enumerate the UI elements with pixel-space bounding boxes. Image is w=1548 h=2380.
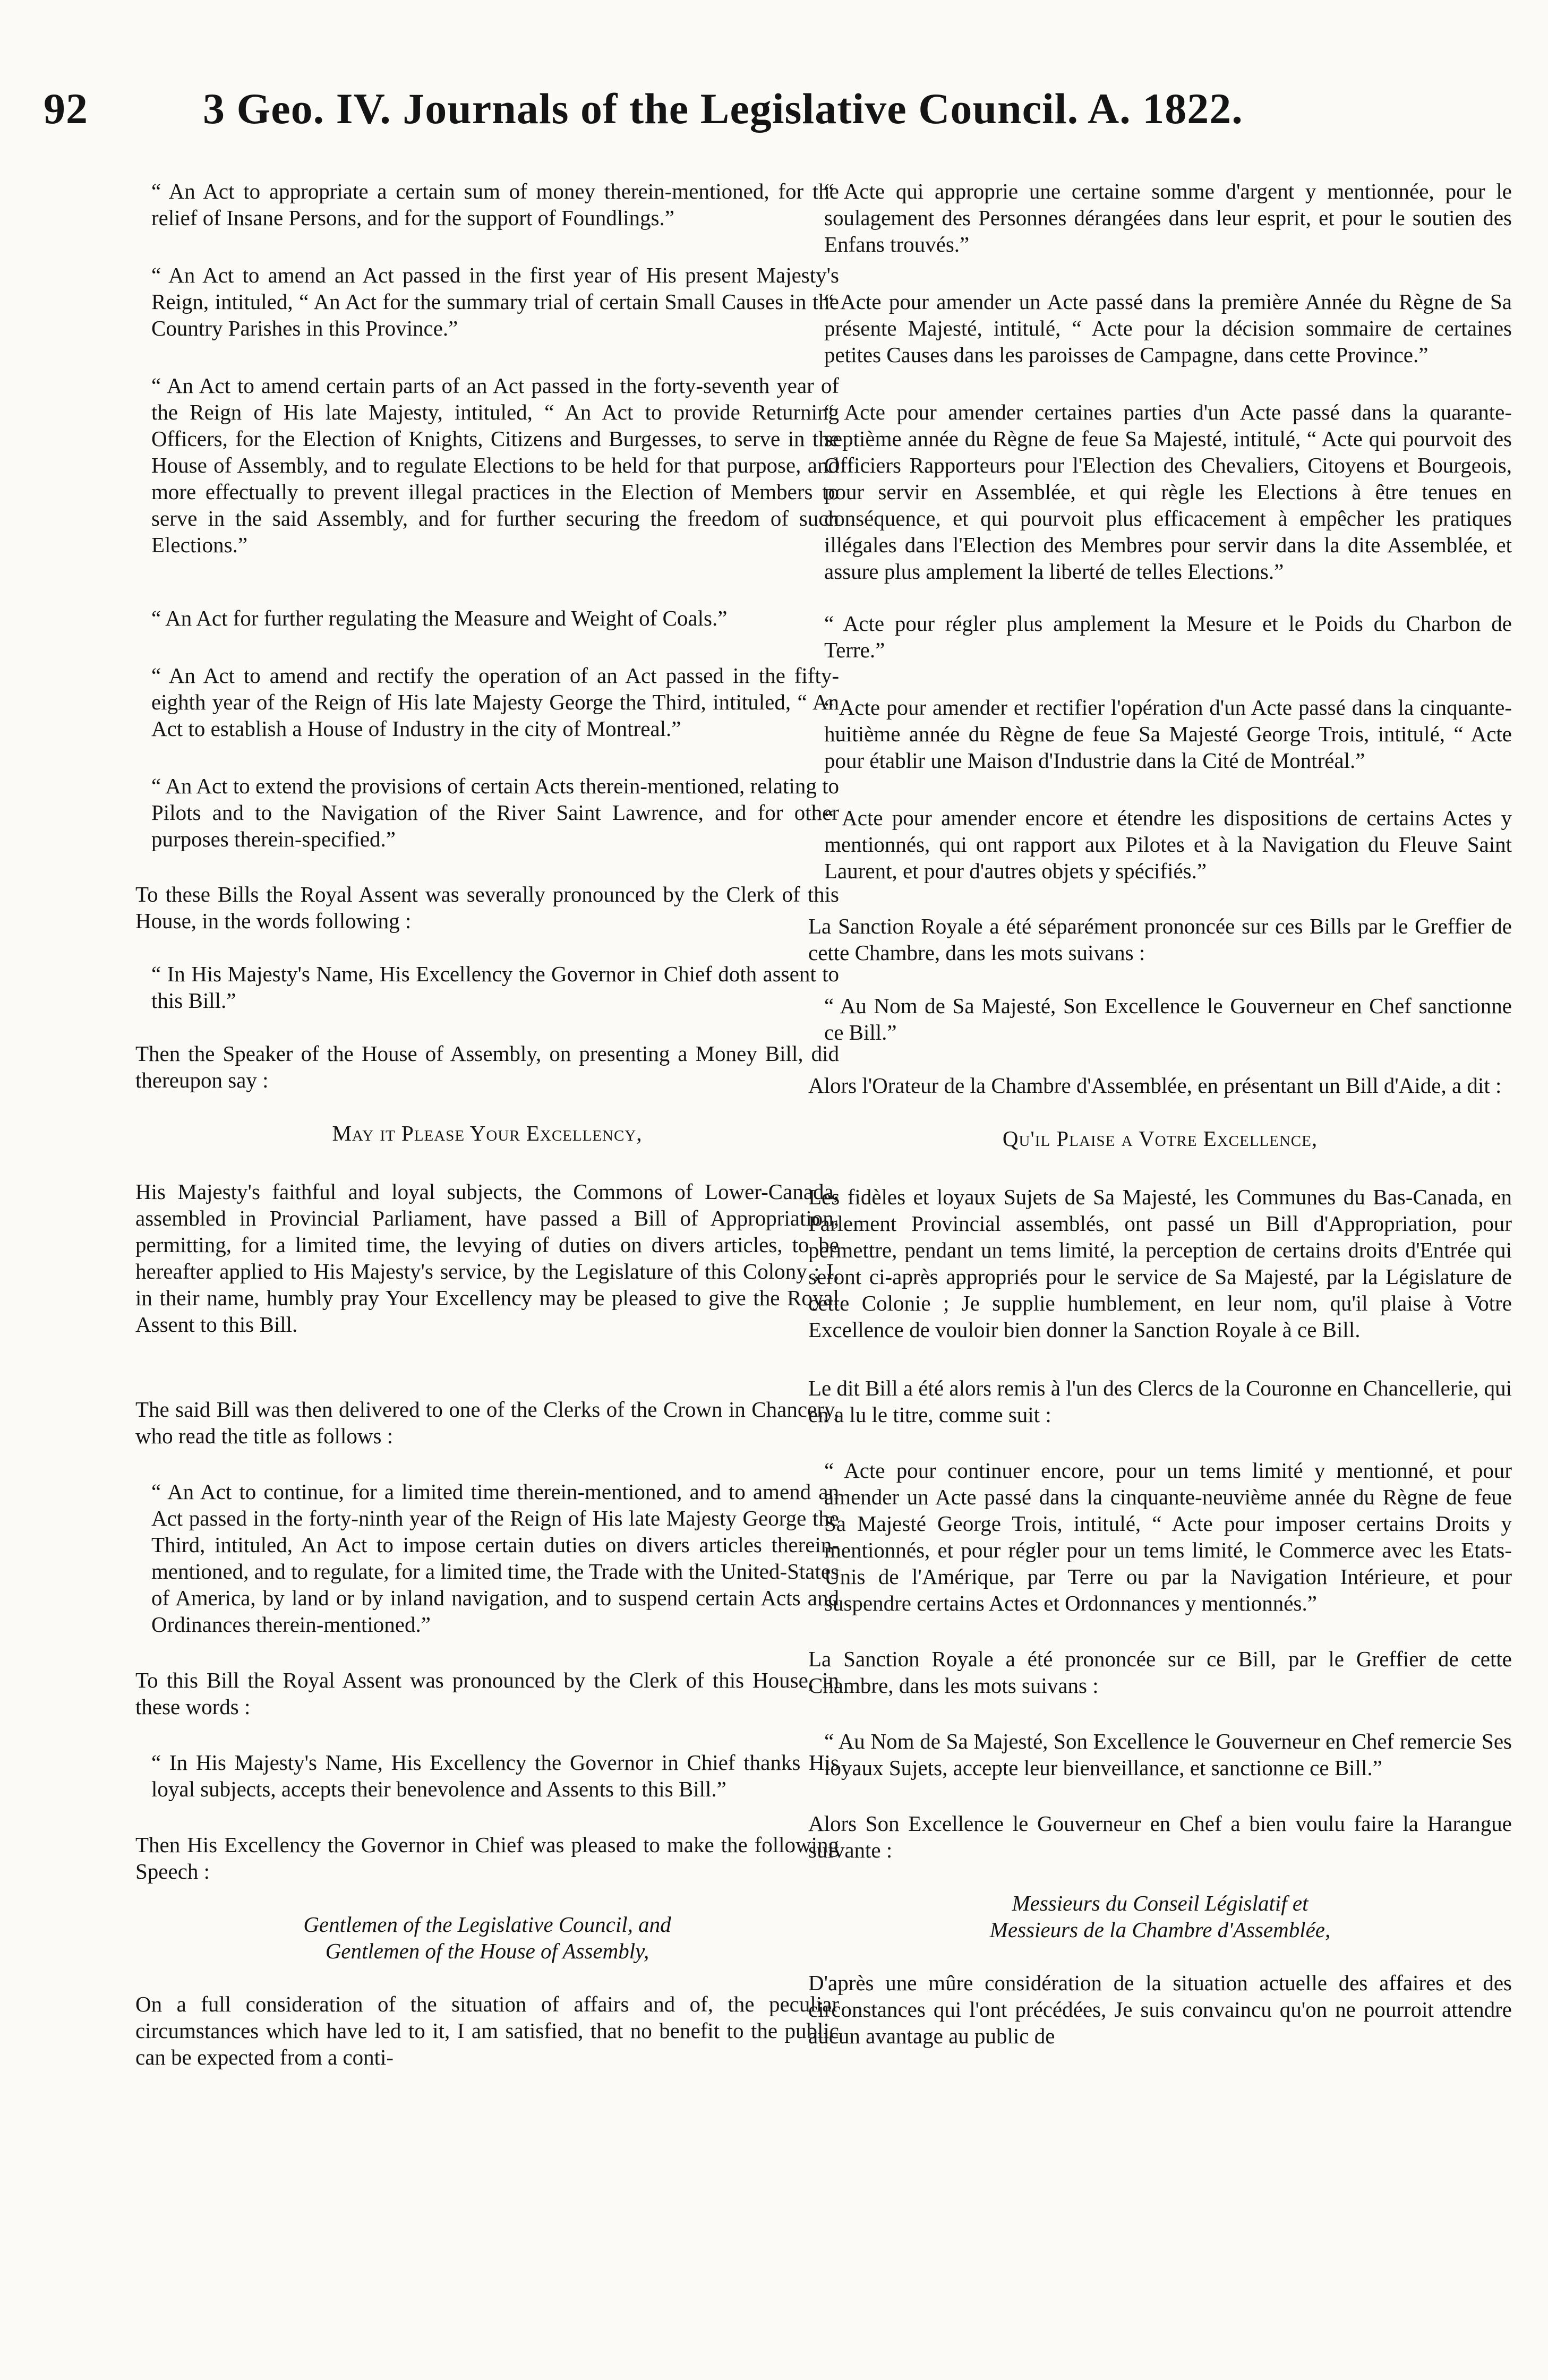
french-salutation-assembly: Messieurs de la Chambre d'Assemblée, <box>989 1917 1331 1942</box>
english-act-insane-persons: “ An Act to appropriate a certain sum of money therein-mentioned, for the relief of Insane Persons, and for the support of Foundlings.” <box>151 179 839 230</box>
english-assent-formula: “ In His Majesty's Name, His Excellency the Governor in Chief doth assent to this Bill.” <box>151 962 839 1013</box>
english-act-returning-officers: “ An Act to amend certain parts of an Act passed in the forty-seventh year of the Reign of His late Majesty, intituled, “ An Act to provide Returning Officers, for the Election of Knights, Citizens and Burgesses, to serve in the House of Assembly, and to regulate Elections to be held for that purpose, and more effectually to prevent illegal practices in the Election of Members to serve in the said Assembly, and for further securing the freedom of such Elections.” <box>151 373 839 557</box>
french-act-coals: “ Acte pour régler plus amplement la Mesure et le Poids du Charbon de Terre.” <box>824 611 1512 662</box>
english-act-trade-duties: “ An Act to continue, for a limited time therein-mentioned, and to amend an Act passed in the forty-ninth year of the Reign of His late Majesty George the Third, intituled, An Act to impose certain duties on divers articles therein-mentioned, and to regulate, for a limited time, the Trade with the United-States of America, by land or by inland navigation, and to suspend certain Acts and Ordinances therein-mentioned.” <box>151 1479 839 1637</box>
french-assent-formula: “ Au Nom de Sa Majesté, Son Excellence le Gouverneur en Chef sanctionne ce Bill.” <box>824 994 1512 1045</box>
french-column <box>808 178 1512 2049</box>
french-act-pilots: “ Acte pour amender encore et étendre les dispositions de certains Actes y mentionnés, qui ont rapport aux Pilotes et à la Navigation du Fleuve Saint Laurent, et pour d'autres objets y spécifiés.” <box>824 806 1512 883</box>
english-column <box>135 178 839 2070</box>
french-assent-formula-2: “ Au Nom de Sa Majesté, Son Excellence le Gouverneur en Chef remercie Ses loyaux Sujets, accepte leur bienveillance, et sanctionne ce Bill.” <box>824 1729 1512 1780</box>
english-assent-formula-2: “ In His Majesty's Name, His Excellency the Governor in Chief thanks His loyal subjects, accepts their benevolence and Assents to this Bill.” <box>151 1750 839 1801</box>
french-speaker-intro: Alors l'Orateur de la Chambre d'Assemblée, en présentant un Bill d'Aide, a dit : <box>808 1073 1502 1098</box>
english-money-bill-address: His Majesty's faithful and loyal subjects, the Commons of Lower-Canada, assembled in Provincial Parliament, have passed a Bill of Appropriation, permitting, for a limited time, the levying of duties on divers articles, to be hereafter applied to His Majesty's service, by the Legislature of this Colony ; I, in their name, humbly pray Your Excellency may be pleased to give the Royal Assent to this Bill. <box>135 1179 839 1337</box>
french-act-returning-officers: “ Acte pour amender certaines parties d'un Acte passé dans la quarante-septième année du Règne de feue Sa Majesté, intitulé, “ Acte qui pourvoit des Officiers Rapporteurs pour l'Election des Chevaliers, Citoyens et Bourgeois, pour servir en Assemblée, et qui règle les Elections à être tenues en conséquence, et qui pourvoit plus efficacement à empêcher les pratiques illégales dans l'Election des Membres pour servir dans la dite Assemblée, et assure plus amplement la liberté de telles Elections.” <box>824 400 1512 584</box>
english-act-house-of-industry: “ An Act to amend and rectify the operation of an Act passed in the fifty-eighth year of the Reign of His late Majesty George the Third, intituled, “ An Act to establish a House of Industry in the city of Montreal.” <box>151 663 839 741</box>
english-assent-intro: To these Bills the Royal Assent was severally pronounced by the Clerk of this House, in the words following : <box>135 882 839 933</box>
english-salutation-council: Gentlemen of the Legislative Council, and <box>303 1912 671 1937</box>
english-assent-intro-2: To this Bill the Royal Assent was pronounced by the Clerk of this House, in these words : <box>135 1668 839 1719</box>
french-assent-intro: La Sanction Royale a été séparément prononcée sur ces Bills par le Greffier de cette Chambre, dans les mots suivans : <box>808 914 1512 965</box>
english-speech-text: On a full consideration of the situation of affairs and of, the peculiar circumstances which have led to it, I am satisfied, that no benefit to the public can be expected from a conti- <box>135 1992 839 2069</box>
french-address-heading: Qu'il Plaise a Votre Excellence, <box>1002 1126 1318 1151</box>
french-salutation-council: Messieurs du Conseil Législatif et <box>1012 1891 1308 1915</box>
english-speaker-intro: Then the Speaker of the House of Assembly, on presenting a Money Bill, did thereupon say : <box>135 1041 839 1092</box>
running-title: 3 Geo. IV. Journals of the Legislative Council. A. 1822. <box>203 84 1243 133</box>
page-number: 92 <box>44 84 88 133</box>
french-act-small-causes: “ Acte pour amender un Acte passé dans la première Année du Règne de Sa présente Majesté, intitulé, “ Acte pour la décision sommaire de certaines petites Causes dans les paroisses de Campagne, dans cette Province.” <box>824 289 1512 367</box>
french-speech-text: D'après une mûre considération de la situation actuelle des affaires et des circonstances qui l'ont précédées, Je suis convaincu qu'on ne pourroit attendre aucun avantage au public de <box>808 1971 1512 2048</box>
english-act-coals: “ An Act for further regulating the Measure and Weight of Coals.” <box>151 606 728 630</box>
french-act-house-of-industry: “ Acte pour amender et rectifier l'opération d'un Acte passé dans la cinquante-huitième année du Règne de feue Sa Majesté George Trois, intitulé, “ Acte pour établir une Maison d'Industrie dans la Cité de Montréal.” <box>824 695 1512 773</box>
french-money-bill-address: Les fidèles et loyaux Sujets de Sa Majesté, les Communes du Bas-Canada, en Parlement Provincial assemblés, ont passé un Bill d'Appropriation, pour permettre, pendant un tems limité, la perception de certains droits d'Entrée qui seront ci-après appropriés pour le service de Sa Majesté, par la Législature de cette Colonie ; Je supplie humblement, en leur nom, qu'il plaise à Votre Excellence de vouloir bien donner la Sanction Royale à ce Bill. <box>808 1185 1512 1342</box>
french-speech-intro: Alors Son Excellence le Gouverneur en Chef a bien voulu faire la Harangue suivante : <box>808 1811 1512 1862</box>
english-bill-delivered: The said Bill was then delivered to one of the Clerks of the Crown in Chancery, who read the title as follows : <box>135 1397 839 1448</box>
french-act-insane-persons: “ Acte qui approprie une certaine somme d'argent y mentionnée, pour le soulagement des Personnes dérangées dans leur esprit, et pour le soutien des Enfans trouvés.” <box>824 179 1512 256</box>
page-header <box>44 84 1499 134</box>
english-act-small-causes: “ An Act to amend an Act passed in the first year of His present Majesty's Reign, intituled, “ An Act for the summary trial of certain Small Causes in the Country Parishes in this Province.” <box>151 263 839 340</box>
english-speech-intro: Then His Excellency the Governor in Chief was pleased to make the following Speech : <box>135 1833 839 1884</box>
english-salutation-assembly: Gentlemen of the House of Assembly, <box>325 1939 649 1963</box>
english-address-heading: May it Please Your Excellency, <box>332 1121 643 1145</box>
french-bill-delivered: Le dit Bill a été alors remis à l'un des Clercs de la Couronne en Chancellerie, qui en a lu le titre, comme suit : <box>808 1376 1512 1427</box>
french-act-trade-duties: “ Acte pour continuer encore, pour un tems limité y mentionné, et pour amender un Acte passé dans la cinquante-neuvième année du Règne de feue Sa Majesté George Trois, intitulé, “ Acte pour imposer certains Droits y mentionnés, et pour régler pour un tems limité, le Commerce avec les Etats-Unis de l'Amérique, par Terre ou par la Navigation Intérieure, et pour suspendre certains Actes et Ordonnances y mentionnés.” <box>824 1458 1512 1615</box>
english-act-pilots: “ An Act to extend the provisions of certain Acts therein-mentioned, relating to Pilots and to the Navigation of the River Saint Lawrence, and for other purposes therein-specified.” <box>151 774 839 851</box>
french-assent-intro-2: La Sanction Royale a été prononcée sur ce Bill, par le Greffier de cette Chambre, dans les mots suivans : <box>808 1647 1512 1698</box>
